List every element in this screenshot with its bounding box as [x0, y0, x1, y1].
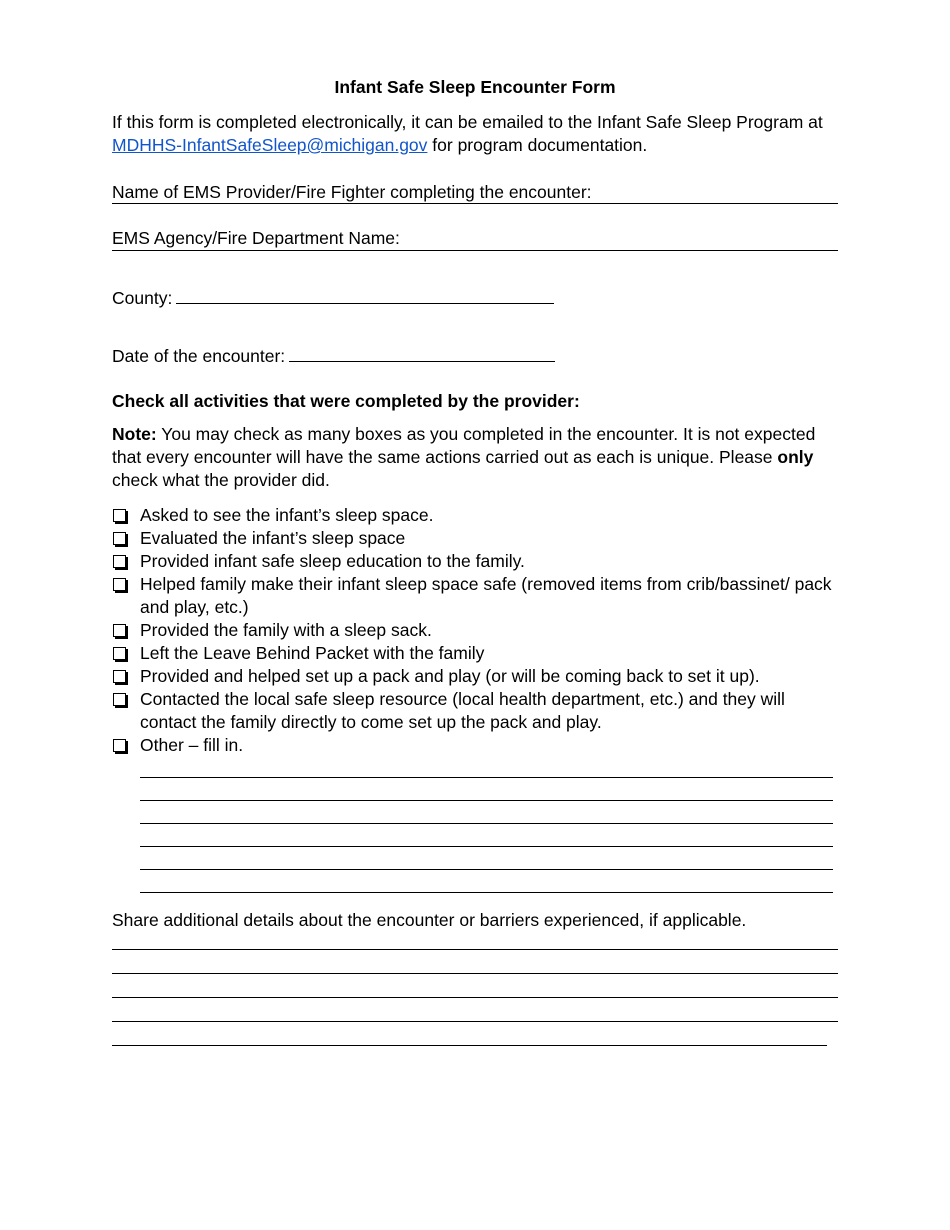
activity-label: Evaluated the infant’s sleep space	[140, 528, 406, 548]
activity-item	[112, 642, 842, 665]
county-field[interactable]	[176, 286, 554, 304]
other-fill-line[interactable]	[140, 823, 833, 824]
activity-checkbox[interactable]	[113, 693, 126, 706]
other-fill-line[interactable]	[140, 800, 833, 801]
intro-paragraph	[112, 111, 842, 157]
details-fill-line[interactable]	[112, 1021, 838, 1022]
details-label: Share additional details about the encounter or barriers experienced, if applicable.	[112, 910, 747, 930]
activity-item	[112, 688, 842, 734]
activity-checkbox[interactable]	[113, 532, 126, 545]
note-label: Note:	[112, 424, 157, 444]
intro-text: If this form is completed electronically, it can be emailed to the Infant Safe Sleep Program at	[112, 112, 823, 132]
activity-label: Provided infant safe sleep education to the family.	[140, 551, 525, 571]
email-link[interactable]: MDHHS-InfantSafeSleep@michigan.gov	[112, 135, 428, 155]
note-paragraph	[112, 423, 842, 492]
activity-checkbox[interactable]	[113, 578, 126, 591]
activity-checkbox[interactable]	[113, 647, 126, 660]
note-text: You may check as many boxes as you completed in the encounter. It is not expected that every encounter will have the same actions carried out as each is unique. Please	[112, 424, 816, 467]
activity-item-other	[112, 734, 842, 757]
activities-heading: Check all activities that were completed by the provider:	[112, 391, 580, 411]
other-fill-line[interactable]	[140, 777, 833, 778]
activity-item	[112, 619, 842, 642]
agency-label: EMS Agency/Fire Department Name:	[112, 228, 400, 248]
activity-item	[112, 573, 842, 619]
details-fill-line[interactable]	[112, 949, 838, 950]
other-checkbox[interactable]	[113, 739, 126, 752]
activity-label: Contacted the local safe sleep resource (local health department, etc.) and they will contact the family directly to come set up the pack and play.	[140, 689, 785, 732]
activity-checkbox[interactable]	[113, 624, 126, 637]
note-emphasis: only	[777, 447, 814, 467]
activity-item	[112, 550, 842, 573]
note-text-end: check what the provider did.	[112, 470, 330, 490]
agency-name-field[interactable]	[112, 250, 838, 251]
details-fill-line[interactable]	[112, 973, 838, 974]
activity-label: Left the Leave Behind Packet with the family	[140, 643, 485, 663]
activity-item	[112, 665, 842, 688]
intro-text-end: for program documentation.	[427, 135, 648, 155]
activity-label: Helped family make their infant sleep space safe (removed items from crib/bassinet/ pack and play, etc.)	[140, 574, 832, 617]
details-fill-line[interactable]	[112, 997, 838, 998]
activity-item	[112, 527, 842, 550]
activity-label: Provided and helped set up a pack and play (or will be coming back to set it up).	[140, 666, 760, 686]
provider-name-field[interactable]	[112, 203, 838, 204]
date-field[interactable]	[289, 344, 555, 362]
other-fill-line[interactable]	[140, 892, 833, 893]
activities-checklist	[112, 504, 842, 757]
details-fill-line[interactable]	[112, 1045, 827, 1046]
date-label: Date of the encounter:	[112, 346, 286, 366]
other-fill-line[interactable]	[140, 869, 833, 870]
county-label: County:	[112, 288, 173, 308]
activity-label: Provided the family with a sleep sack.	[140, 620, 432, 640]
other-fill-line[interactable]	[140, 846, 833, 847]
form-title: Infant Safe Sleep Encounter Form	[334, 77, 616, 97]
provider-name-label: Name of EMS Provider/Fire Fighter completing the encounter:	[112, 182, 592, 202]
activity-item	[112, 504, 842, 527]
activity-checkbox[interactable]	[113, 670, 126, 683]
date-row	[112, 344, 842, 368]
activity-label: Asked to see the infant’s sleep space.	[140, 505, 434, 525]
activity-label: Other – fill in.	[140, 735, 244, 755]
activity-checkbox[interactable]	[113, 509, 126, 522]
county-row	[112, 286, 842, 310]
activity-checkbox[interactable]	[113, 555, 126, 568]
